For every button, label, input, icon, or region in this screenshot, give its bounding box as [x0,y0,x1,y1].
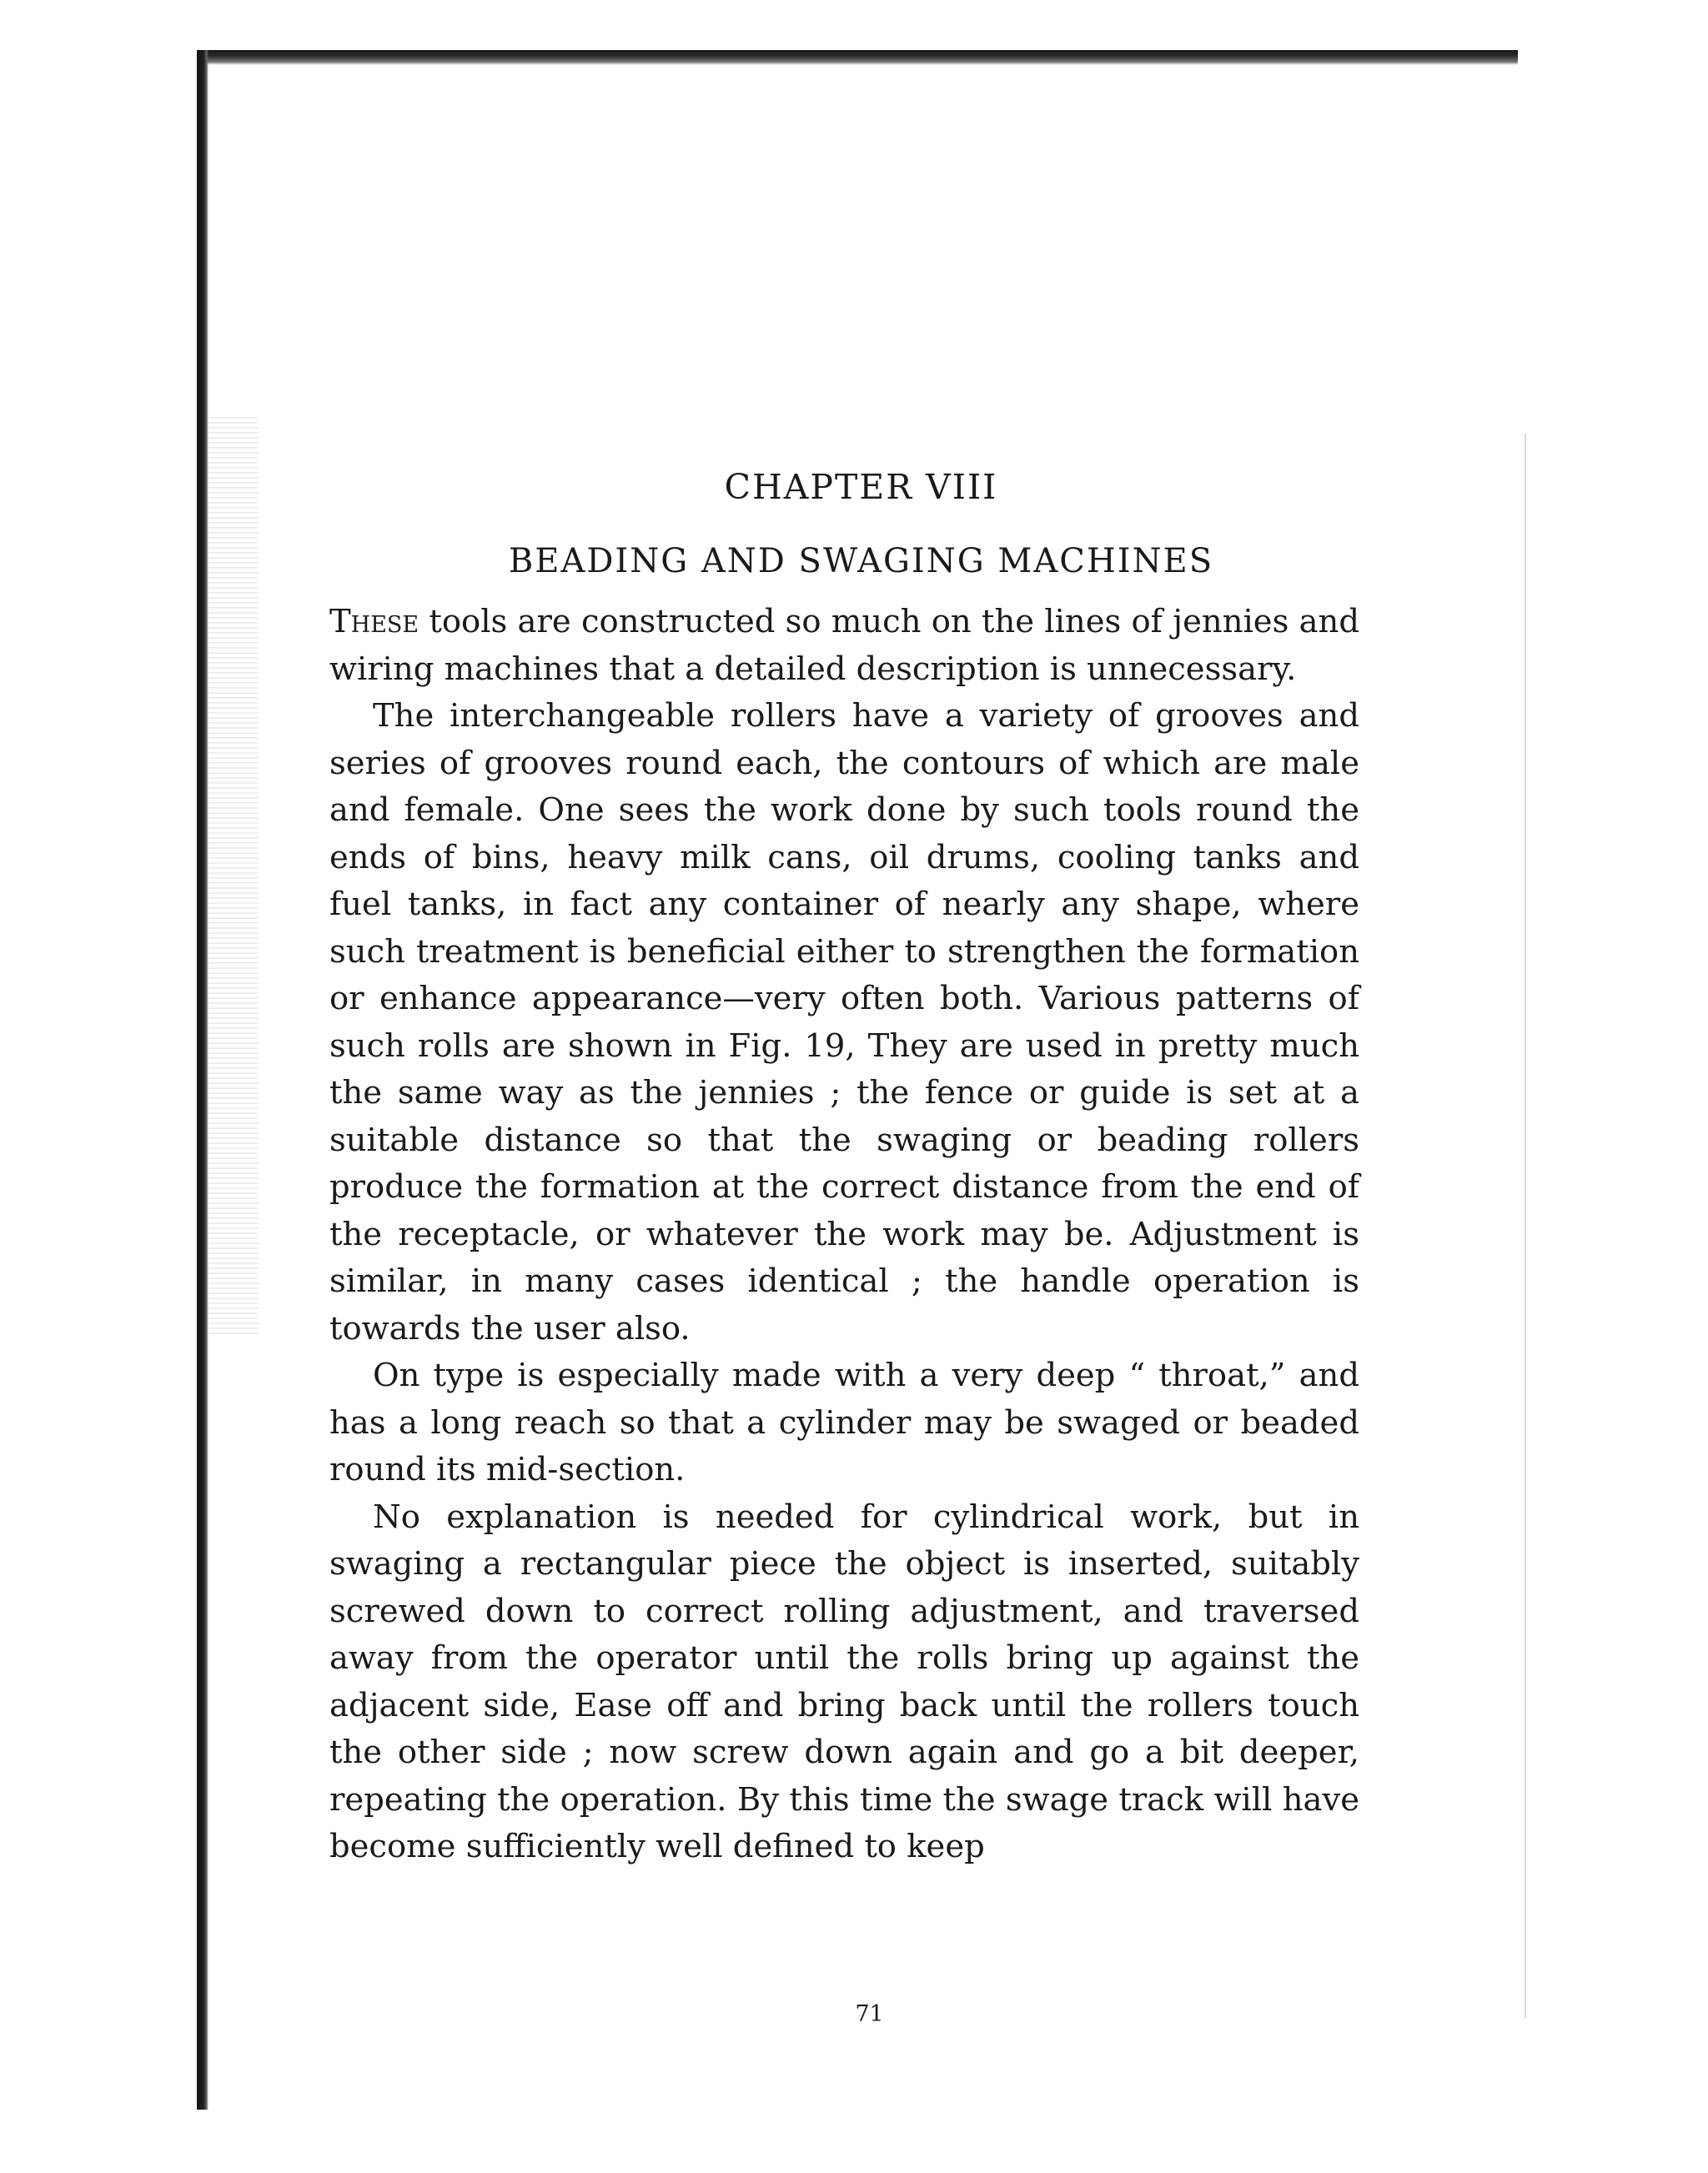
book-page [329,467,1359,2027]
paragraph-4: No explanation is needed for cylindrical work, but in swaging a rectangular piece the object is inserted, suitably screwed down to correct rolling adjustment, and traversed away from the operator until the rolls bring up against the adjacent side, Ease off and bring back until the rollers touch the other side ; now screw down again and go a bit deeper, repeating the operation. By this time the swage track will have become sufficiently well defined to keep [329,1498,1359,1865]
scan-edge-right [1525,434,1526,2018]
paragraph-1 [329,599,1359,693]
page-number: 71 [855,2001,884,2027]
chapter-number: CHAPTER VIII [724,467,998,507]
scan-edge-top [200,50,1518,65]
scan-edge-grain [208,417,259,1334]
chapter-title: BEADING AND SWAGING MACHINES [508,542,1214,580]
paragraph-1-text: tools are constructed so much on the lines of jennies and wiring machines that a detailed description is unnecessary. [329,603,1359,688]
paragraph-lead-word: These [329,603,419,640]
body-text [329,599,1359,1871]
paragraph-3: On type is especially made with a very deep “ throat,” and has a long reach so that a cylinder may be swaged or beaded round its mid-section. [329,1357,1359,1488]
scan-edge-left [197,50,208,2110]
paragraph-2: The interchangeable rollers have a variety of grooves and series of grooves round each, the contours of which are male and female. One sees the work done by such tools round the ends of bins, heavy milk cans, oil drums, cooling tanks and fuel tanks, in fact any container of nearly any shape, where such treatment is beneficial either to strengthen the formation or enhance appearance—very often both. Various patterns of such rolls are shown in Fig. 19, They are used in pretty much the same way as the jennies ; the fence or guide is set at a suitable distance so that the swaging or beading rollers produce the formation at the correct distance from the end of the receptacle, or whatever the work may be. Adjustment is similar, in many cases identical ; the handle operation is towards the user also. [329,697,1359,1347]
